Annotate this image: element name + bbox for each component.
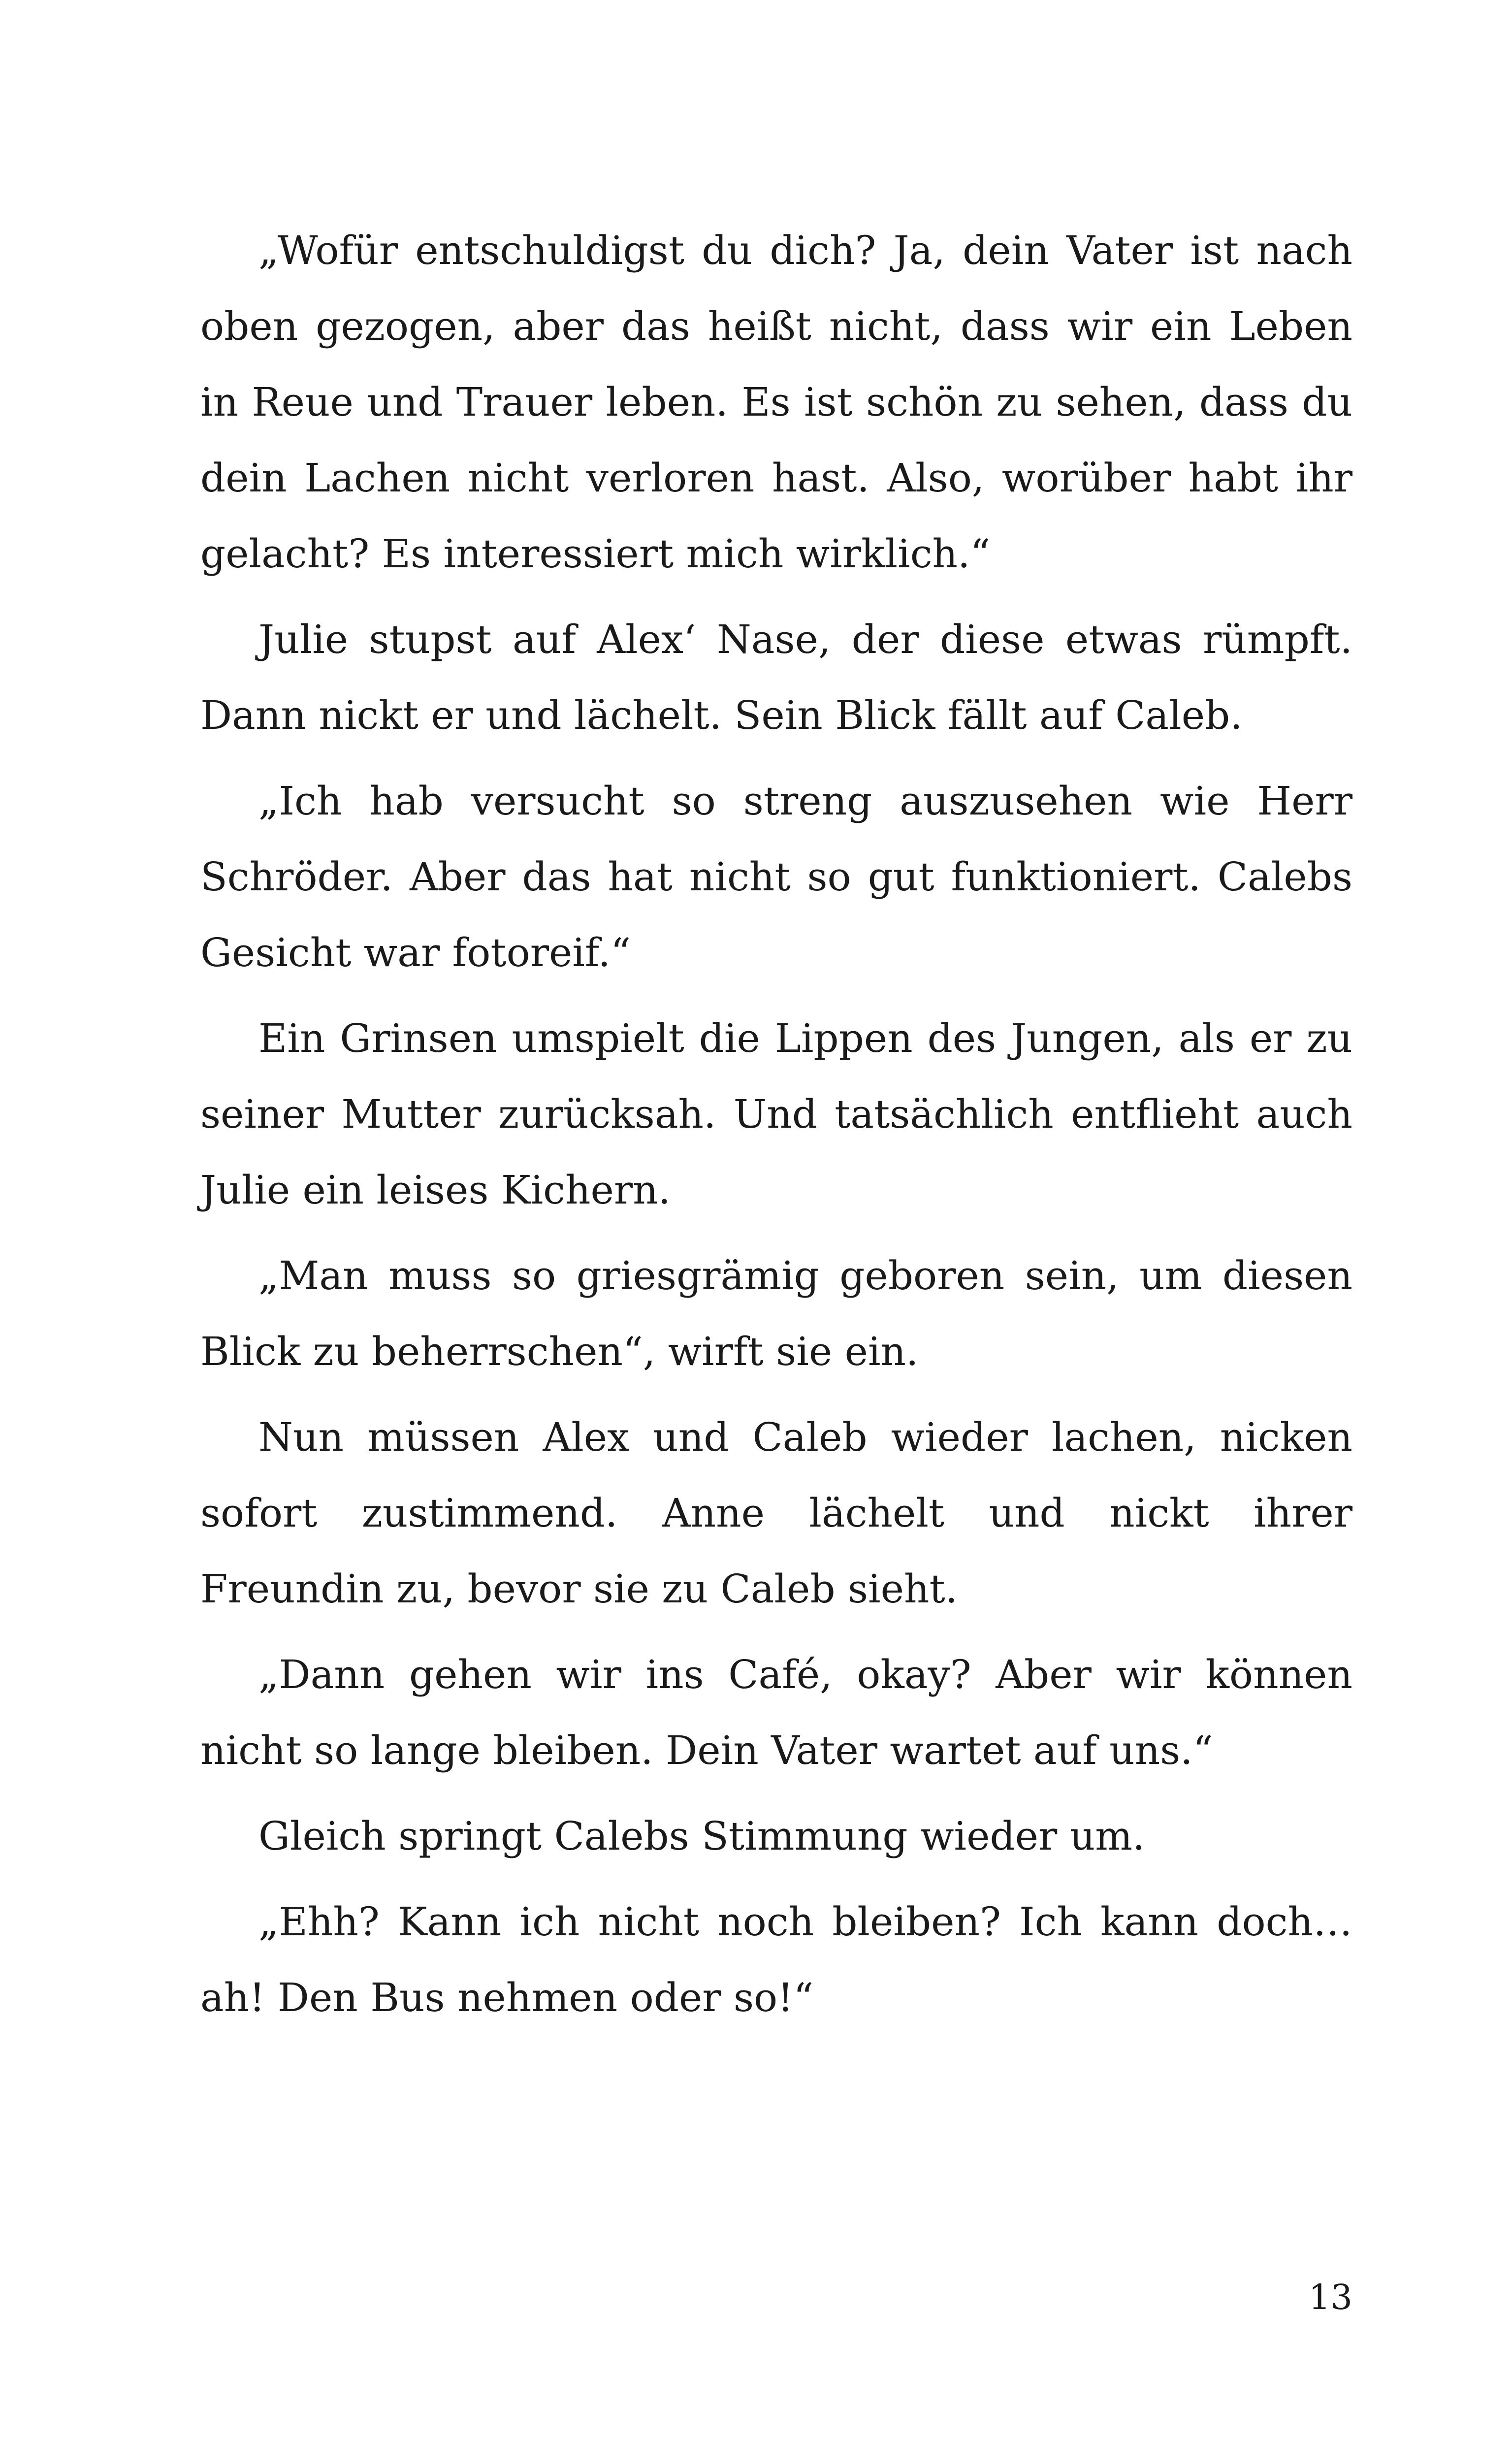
paragraph: Julie stupst auf Alex‘ Nase, der diese etwas rümpft. Dann nickt er und lächelt. Sein Blick fällt auf Caleb. [200, 617, 1352, 738]
paragraph: „Ich hab versucht so streng auszusehen wie Herr Schröder. Aber das hat nicht so gut funktioniert. Calebs Gesicht war fotoreif.“ [200, 778, 1352, 976]
paragraph: Nun müssen Alex und Caleb wieder lachen, nicken sofort zustimmend. Anne lächelt und nickt ihrer Freundin zu, bevor sie zu Caleb sieht. [200, 1414, 1352, 1612]
paragraph: „Wofür entschuldigst du dich? Ja, dein Vater ist nach oben gezogen, aber das heißt nicht, dass wir ein Leben in Reue und Trauer leben. Es ist schön zu sehen, dass du dein Lachen nicht verloren hast. Also, worüber habt ihr gelacht? Es interessiert mich wirklich.“ [200, 228, 1352, 577]
page-number: 13 [1308, 2277, 1352, 2317]
paragraph: Ein Grinsen umspielt die Lippen des Jungen, als er zu seiner Mutter zurücksah. Und tatsächlich entflieht auch Julie ein leises Kichern. [200, 1015, 1352, 1213]
paragraph: „Ehh? Kann ich nicht noch bleiben? Ich kann doch…ah! Den Bus nehmen oder so!“ [200, 1899, 1352, 2020]
paragraph: Gleich springt Calebs Stimmung wieder um. [258, 1813, 1145, 1859]
paragraph: „Dann gehen wir ins Café, okay? Aber wir können nicht so lange bleiben. Dein Vater wartet auf uns.“ [200, 1652, 1352, 1773]
body-text [200, 213, 1352, 2046]
paragraph: „Man muss so griesgrämig geboren sein, um diesen Blick zu beherrschen“, wirft sie ein. [200, 1253, 1352, 1374]
